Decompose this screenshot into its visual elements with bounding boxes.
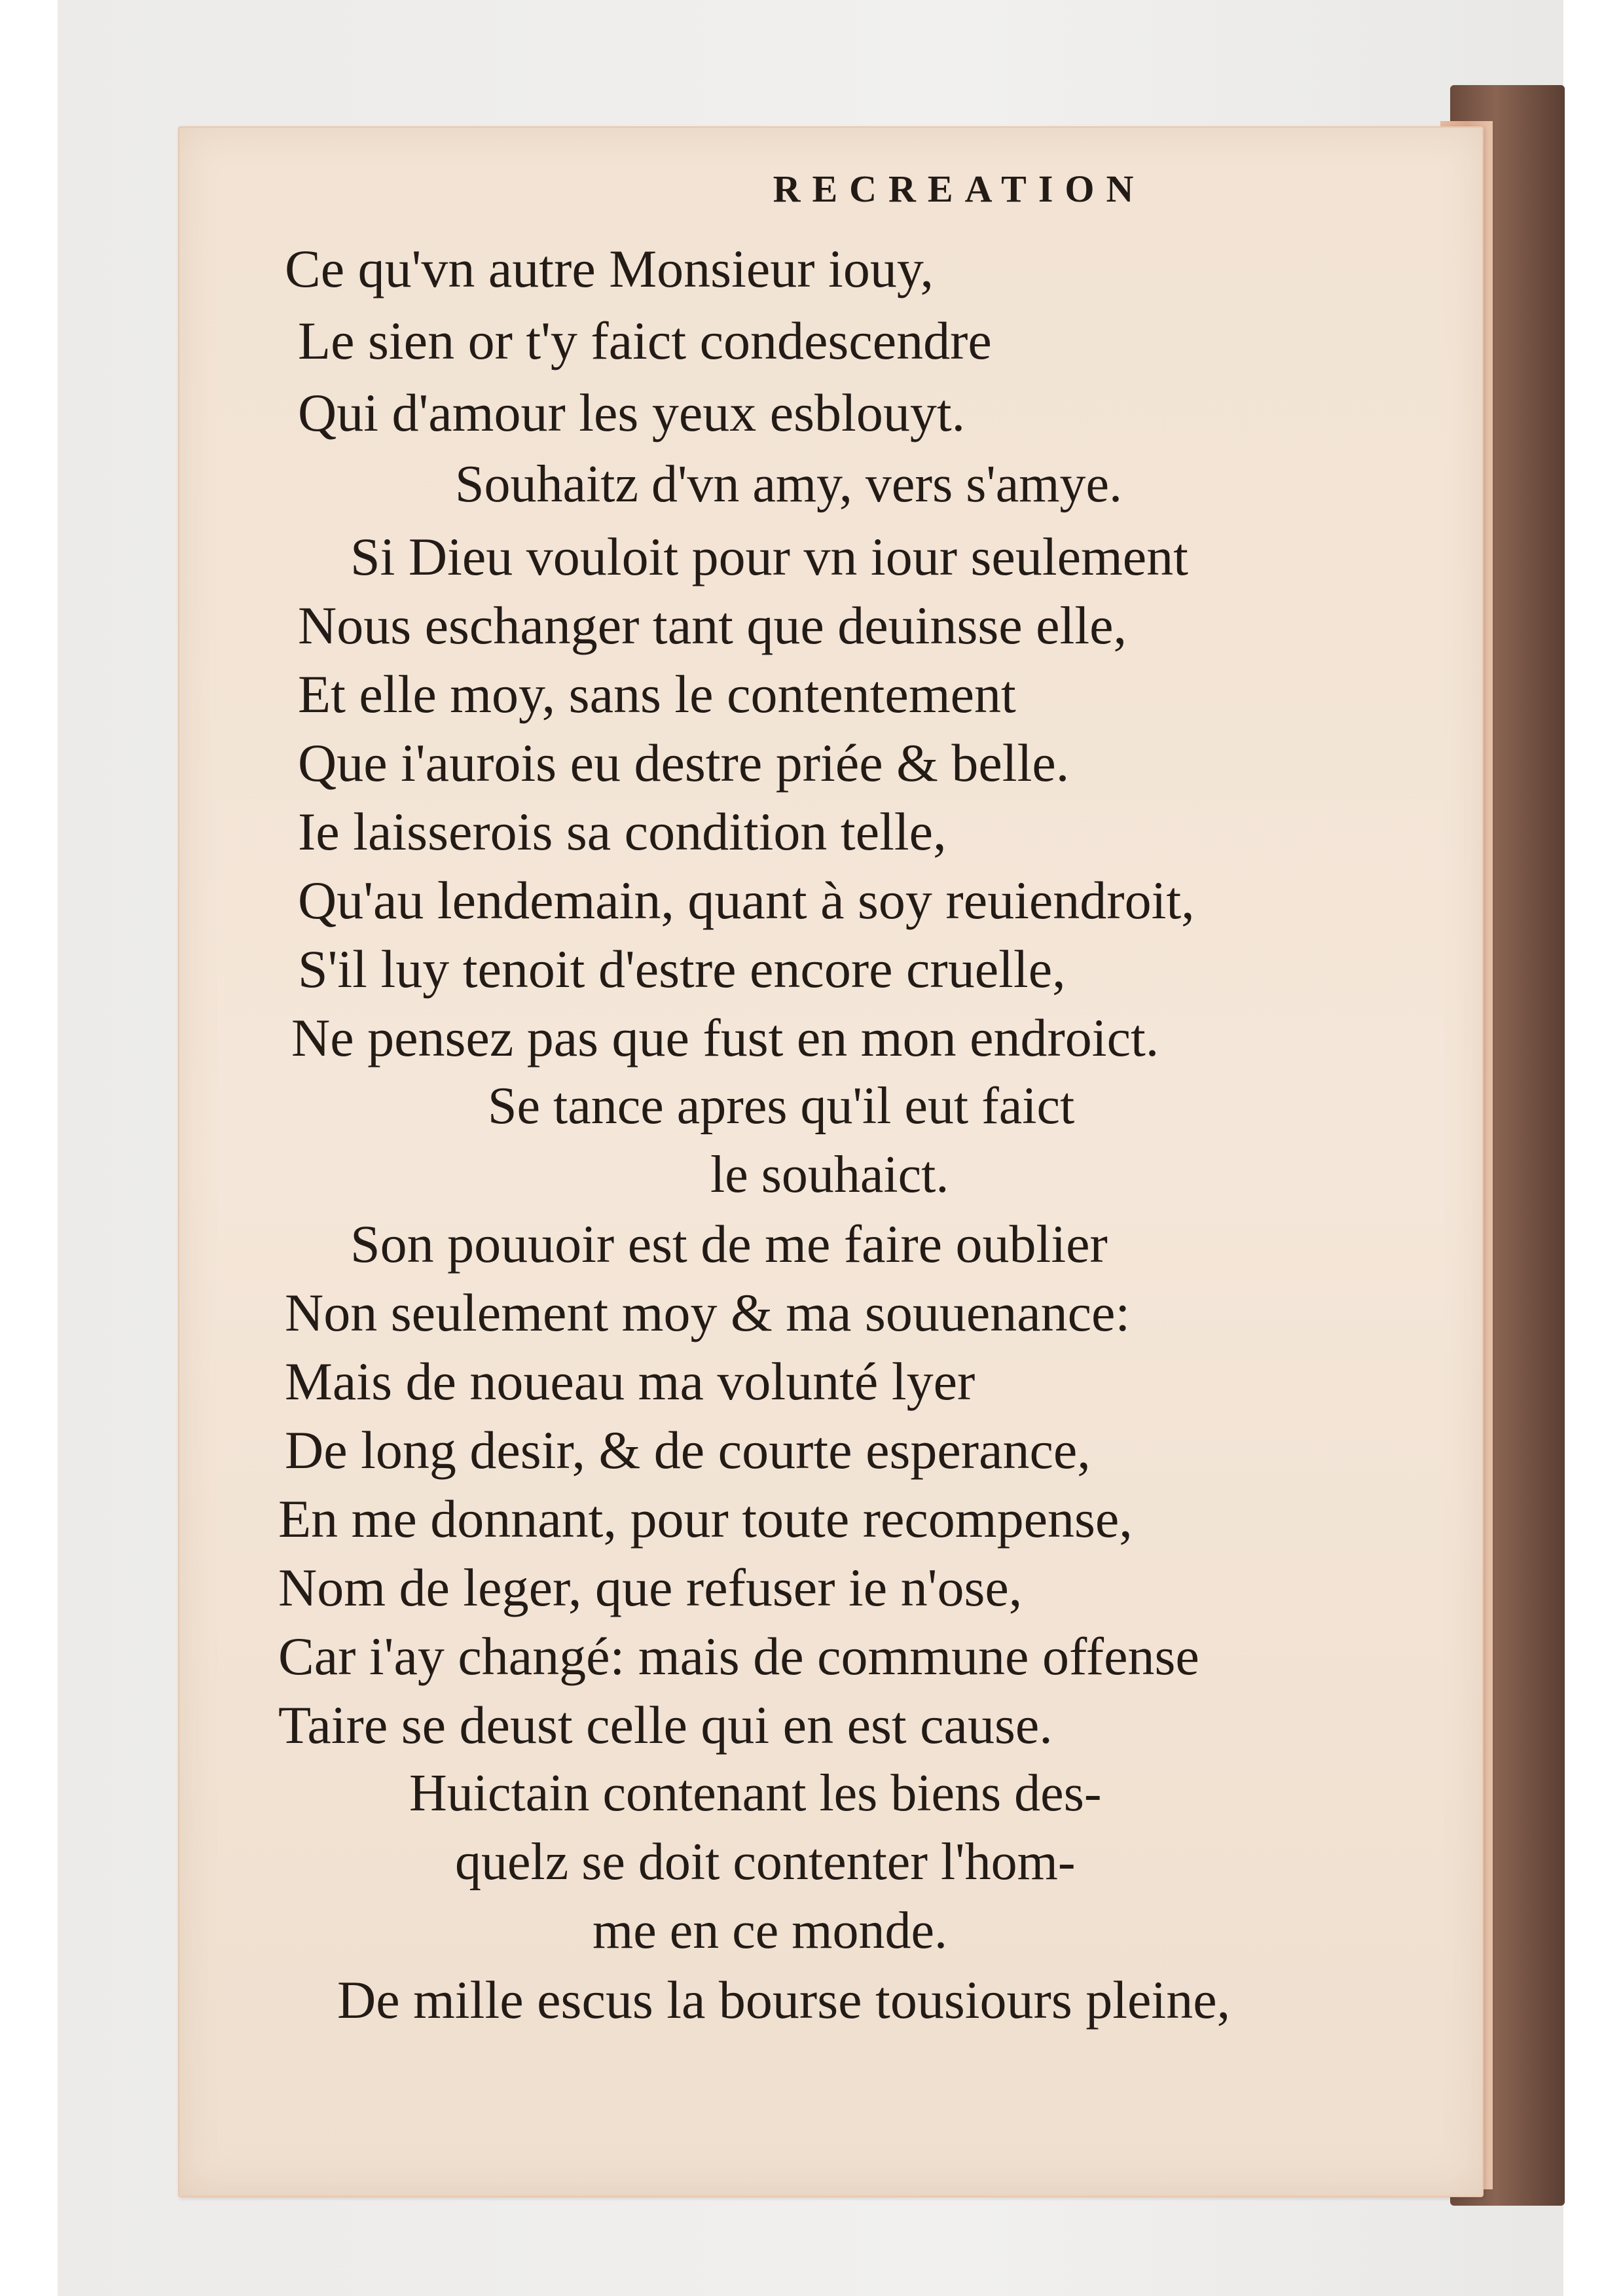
verse-line: Le sien or t'y faict condescendre [298, 311, 992, 370]
verse-line: Si Dieu vouloit pour vn iour seulement [350, 527, 1188, 586]
poem-title: Huictain contenant les biens des- [409, 1765, 1102, 1822]
poem-title: Souhaitz d'vn amy, vers s'amye. [455, 456, 1122, 513]
verse-line: Qu'au lendemain, quant à soy reuiendroit, [298, 870, 1195, 930]
backdrop-left [0, 0, 58, 2296]
running-head: RECREATION [773, 168, 1146, 210]
verse-line: Qui d'amour les yeux esblouyt. [298, 383, 966, 442]
verse-line: Ie laisserois sa condition telle, [298, 802, 947, 861]
verse-line: Ne pensez pas que fust en mon endroict. [291, 1008, 1159, 1067]
poem-title: me en ce monde. [593, 1902, 947, 1960]
verse-line: Non seulement moy & ma souuenance: [285, 1283, 1131, 1342]
verse-line: De long desir, & de courte esperance, [285, 1420, 1091, 1480]
verse-line: De mille escus la bourse tousiours pleine, [337, 1970, 1231, 2030]
backdrop-right [1563, 0, 1623, 2296]
verse-line: Mais de noueau ma volunté lyer [285, 1352, 976, 1411]
poem-title: Se tance apres qu'il eut faict [488, 1077, 1075, 1135]
verse-line: S'il luy tenoit d'estre encore cruelle, [298, 939, 1066, 999]
verse-line: Taire se deust celle qui en est cause. [278, 1695, 1053, 1755]
verse-line: Nom de leger, que refuser ie n'ose, [278, 1558, 1023, 1617]
verse-line: En me donnant, pour toute recompense, [278, 1489, 1133, 1549]
poem-title: quelz se doit contenter l'hom- [455, 1833, 1076, 1891]
verse-line: Et elle moy, sans le contentement [298, 664, 1016, 724]
verse-line: Nous eschanger tant que deuinsse elle, [298, 596, 1127, 655]
verse-line: Ce qu'vn autre Monsieur iouy, [285, 239, 934, 298]
verse-line: Que i'aurois eu destre priée & belle. [298, 733, 1070, 793]
poem-title: le souhaict. [710, 1146, 949, 1204]
page-text [265, 167, 1437, 2065]
verse-line: Son pouuoir est de me faire oublier [350, 1214, 1108, 1274]
verse-line: Car i'ay changé: mais de commune offense [278, 1626, 1199, 1686]
